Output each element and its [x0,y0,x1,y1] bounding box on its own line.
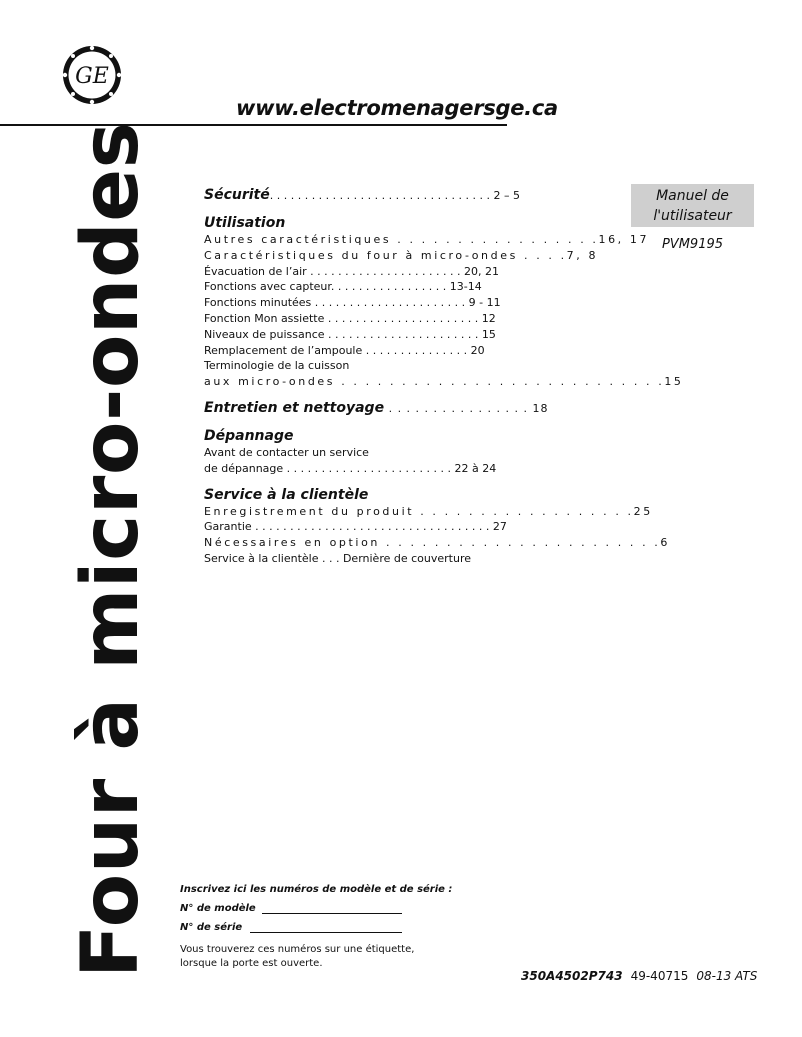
toc-item: Service à la clientèle . . . Dernière de couverture [204,551,471,565]
model-label: N° de modèle [180,903,256,914]
toc-item: Niveaux de puissance . . . . . . . . . . . . . . . . . . . . . . 15 [204,327,496,341]
serial-heading: Inscrivez ici les numéros de modèle et de série : [180,884,453,895]
toc-section [204,427,604,477]
toc-item: Caractéristiques du four à micro-ondes . . . .7, 8 [204,248,599,262]
logo-text: GE [75,64,109,89]
vertical-title: Four à micro-ondes [66,121,156,978]
manual-line-2: l'utilisateur [653,208,732,224]
toc-section [204,214,684,390]
toc-item: Avant de contacter un service [204,445,369,459]
toc-heading: Service à la clientèle [204,486,369,503]
serial-blank-line [250,922,402,933]
toc-item: Évacuation de l’air . . . . . . . . . . . . . . . . . . . . . . 20, 21 [204,264,499,278]
toc-heading: Utilisation [204,215,286,231]
table-of-contents [204,186,684,576]
toc-item: aux micro-ondes . . . . . . . . . . . . . . . . . . . . . . . . . . .15 [204,375,684,389]
toc-heading: Dépannage [204,427,294,444]
toc-item: Nécessaires en option . . . . . . . . . . . . . . . . . . . . . . .6 [204,536,671,550]
toc-heading: Entretien et nettoyage . . . . . . . . . . . . . . . . 18 [204,399,549,416]
serial-field [180,922,480,933]
toc-item: de dépannage . . . . . . . . . . . . . . . . . . . . . . . . 22 à 24 [204,461,497,475]
note-line: lorsque la porte est ouverte. [180,958,323,969]
toc-section [204,486,671,567]
ge-logo-icon [62,45,122,105]
document-code: 49-40715 [630,969,689,983]
website-url[interactable]: www.electromenagersge.ca [236,96,558,120]
model-blank-line [262,903,402,914]
toc-item: Fonctions avec capteur. . . . . . . . . . . . . . . . . 13-14 [204,280,482,294]
part-number: 350A4502P743 [521,969,623,983]
footer-codes [521,969,757,983]
toc-item: Garantie . . . . . . . . . . . . . . . . . . . . . . . . . . . . . . . . . . 27 [204,520,507,534]
toc-item: Fonctions minutées . . . . . . . . . . . . . . . . . . . . . . 9 - 11 [204,296,501,310]
print-date: 08-13 ATS [696,969,758,983]
manual-label-box [631,184,754,227]
serial-note [180,943,480,971]
toc-item: Terminologie de la cuisson [204,359,350,373]
model-field [180,903,480,914]
toc-section [204,399,604,418]
serial-label: N° de série [180,922,243,933]
toc-item: Enregistrement du produit . . . . . . . . . . . . . . . . . .25 [204,504,653,518]
toc-heading: Sécurité. . . . . . . . . . . . . . . . . . . . . . . . . . . . . . . . 2 – 5 [204,187,521,203]
toc-item: Remplacement de l’ampoule . . . . . . . . . . . . . . . 20 [204,343,485,357]
model-number: PVM9195 [661,237,724,252]
serial-record-area [180,884,480,971]
manual-line-1: Manuel de [656,188,729,204]
toc-item: Fonction Mon assiette . . . . . . . . . . . . . . . . . . . . . . 12 [204,311,496,325]
note-line: Vous trouverez ces numéros sur une étiquette, [180,944,415,955]
toc-item: Autres caractéristiques . . . . . . . . . . . . . . . . .16, 17 [204,233,650,246]
toc-section [204,186,604,205]
